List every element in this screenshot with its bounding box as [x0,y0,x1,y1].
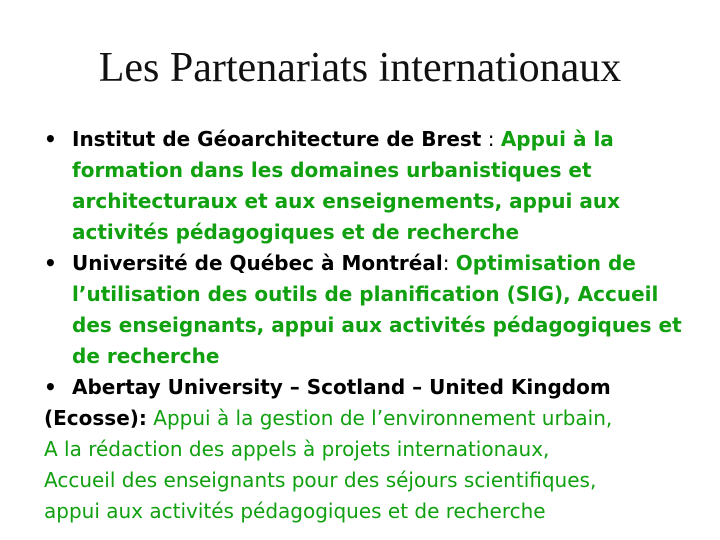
partner-2-name: Université de Québec à Montréal [72,251,443,275]
partner-1-line-1 [72,124,614,155]
partner-2-desc-3: des enseignants, appui aux activités pédagogiques et [72,313,682,337]
partner-3-desc-3: Accueil des enseignants pour des séjours scientifiques, [44,468,597,492]
partner-2-line-1 [72,248,636,279]
partner-2-desc-1: Optimisation de [455,251,636,275]
partner-1-separator: : [481,127,501,151]
partner-2-separator: : [442,251,456,275]
partner-3-name-2: (Ecosse): [44,406,147,430]
partner-2-desc-4: de recherche [72,344,220,368]
partner-2-desc-2: l’utilisation des outils de planification (SIG), Accueil [72,282,659,306]
bullet-3: • [44,375,57,399]
partner-1-desc-4: activités pédagogiques et de recherche [72,220,520,244]
bullet-1: • [44,127,57,151]
partner-3-desc-2: A la rédaction des appels à projets internationaux, [44,437,550,461]
partner-1-desc-2: formation dans les domaines urbanistiques et [72,158,592,182]
partner-3-line-2 [44,403,612,434]
bullet-2: • [44,251,57,275]
partner-1-desc-3: architecturaux et aux enseignements, appui aux [72,189,620,213]
partner-3-desc-1: Appui à la gestion de l’environnement urbain, [153,406,613,430]
partner-1-desc-1: Appui à la [500,127,614,151]
partner-1-name: Institut de Géoarchitecture de Brest [72,127,482,151]
partner-3-desc-4: appui aux activités pédagogiques et de recherche [44,499,546,523]
slide-title: Les Partenariats internationaux [98,45,622,91]
partner-3-name-1: Abertay University – Scotland – United Kingdom [72,375,611,399]
